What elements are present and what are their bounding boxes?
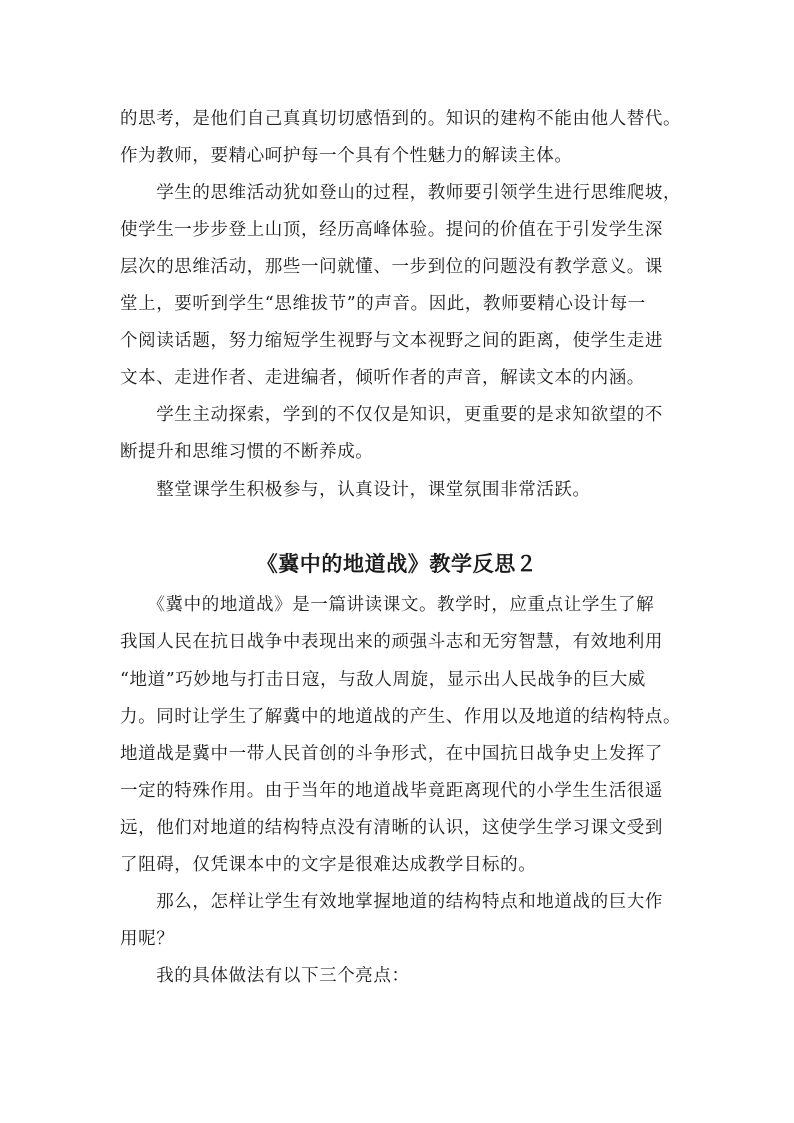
text-line: 的思考，是他们自己真真切切感悟到的。知识的建构不能由他人替代。 [120,109,682,129]
text-line: 远，他们对地道的结构特点没有清晰的认识，这使学生学习课文受到 [120,818,663,838]
text-line: 个阅读话题，努力缩短学生视野与文本视野之间的距离，使学生走进 [120,331,663,351]
text-line: 我国人民在抗日战争中表现出来的顽强斗志和无穷智慧，有效地利用 [120,632,663,652]
text-line: 地道战是冀中一带人民首创的斗争形式，在中国抗日战争史上发挥了 [120,744,663,764]
text-line: 整堂课学生积极参与，认真设计，课堂氛围非常活跃。 [120,480,591,500]
text-line: 学生主动探索，学到的不仅仅是知识，更重要的是求知欲望的不 [120,405,663,425]
text-line: 用呢？ [120,929,175,949]
text-line: 一定的特殊作用。由于当年的地道战毕竟距离现代的小学生生活很遥 [120,781,663,801]
section-title: 《冀中的地道战》教学反思２ [256,551,538,576]
text-line: 堂上，要听到学生“思维拔节”的声音。因此，教师要精心设计每一 [120,294,646,314]
text-line: 层次的思维活动，那些一问就懂、一步到位的问题没有教学意义。课 [120,257,663,277]
text-line: 学生的思维活动犹如登山的过程，教师要引领学生进行思维爬坡， [120,183,682,203]
text-line: 使学生一步步登上山顶，经历高峰体验。提问的价值在于引发学生深 [120,220,663,240]
text-line: 力。同时让学生了解冀中的地道战的产生、作用以及地道的结构特点。 [120,707,682,727]
text-line: 那么，怎样让学生有效地掌握地道的结构特点和地道战的巨大作 [120,892,663,912]
text-line: 《冀中的地道战》是一篇讲读课文。教学时，应重点让学生了解 [120,595,655,615]
text-line: 断提升和思维习惯的不断养成。 [120,442,374,462]
text-line: 文本、走进作者、走进编者，倾听作者的声音，解读文本的内涵。 [120,368,645,388]
text-line: “地道”巧妙地与打击日寇，与敌人周旋，显示出人民战争的巨大威 [120,670,646,690]
text-line: 了阻碍，仅凭课本中的文字是很难达成教学目标的。 [120,855,537,875]
text-line: 我的具体做法有以下三个亮点： [120,966,410,986]
text-line: 作为教师，要精心呵护每一个具有个性魅力的解读主体。 [120,146,573,166]
